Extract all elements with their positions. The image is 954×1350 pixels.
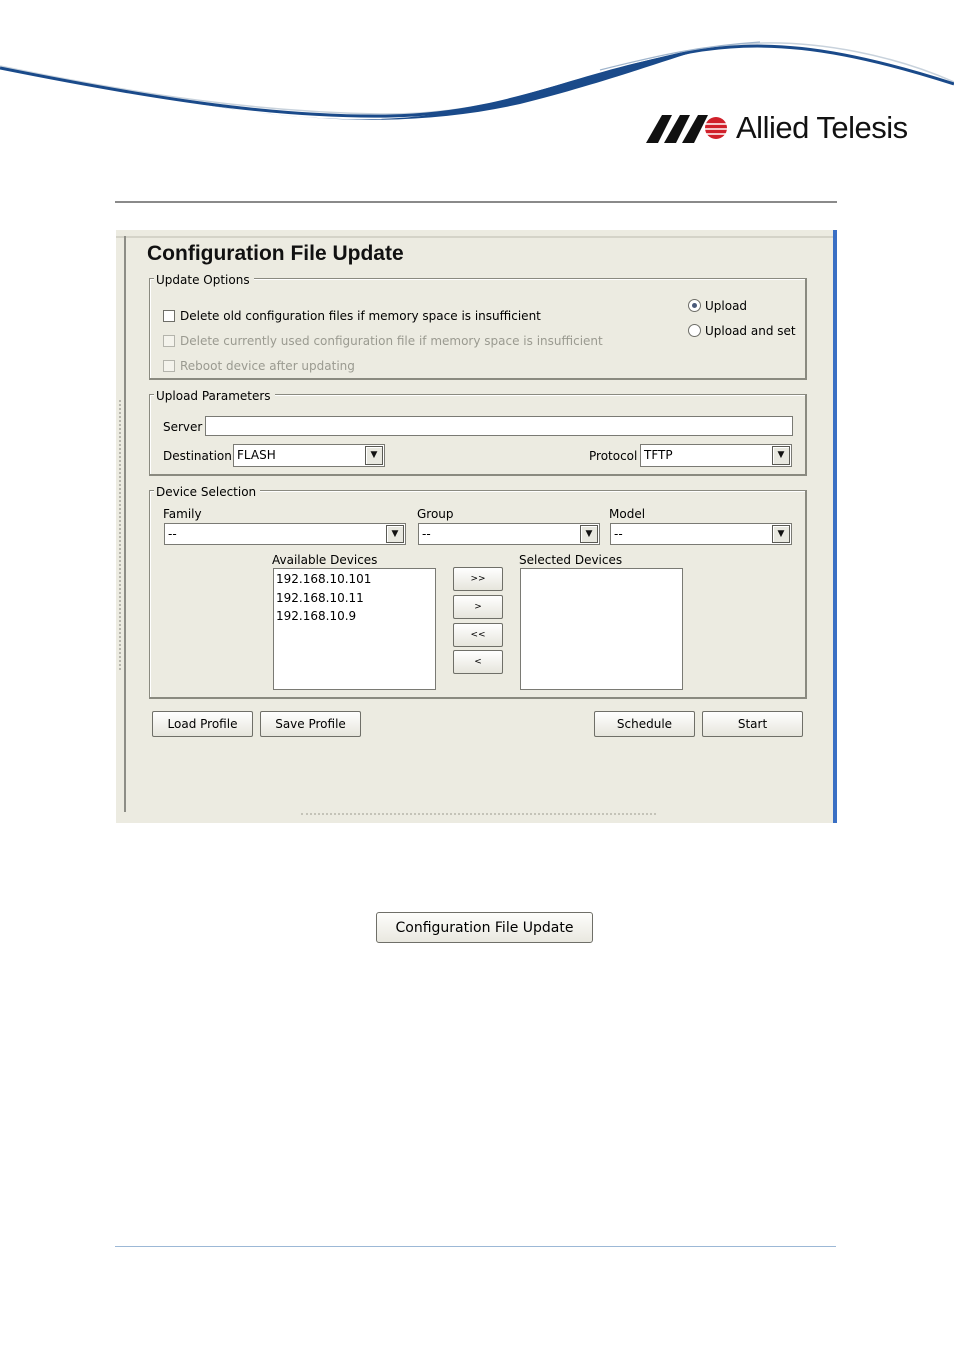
selected-devices-list[interactable] — [520, 568, 683, 690]
chevron-down-icon[interactable]: ▼ — [386, 525, 404, 543]
group-label: Group — [417, 507, 454, 521]
upload-parameters-group — [149, 389, 807, 476]
model-label: Model — [609, 507, 646, 521]
load-profile-button[interactable]: Load Profile — [152, 711, 253, 737]
list-item[interactable]: 192.168.10.9 — [276, 609, 357, 623]
logo-mark-icon — [646, 113, 728, 143]
group-select[interactable] — [418, 523, 600, 545]
upload-and-set-radio[interactable] — [688, 324, 701, 337]
allied-telesis-logo — [646, 108, 908, 148]
list-item[interactable]: 192.168.10.101 — [276, 572, 372, 586]
available-devices-label: Available Devices — [272, 553, 378, 567]
family-value: -- — [168, 527, 177, 541]
chevron-down-icon[interactable]: ▼ — [580, 525, 598, 543]
server-input[interactable] — [205, 416, 793, 436]
logo-text: Allied Telesis — [736, 110, 908, 145]
update-options-group — [149, 273, 807, 380]
add-all-button[interactable]: >> — [453, 567, 503, 591]
start-button[interactable]: Start — [702, 711, 803, 737]
reboot-after-update-checkbox — [163, 360, 175, 372]
splitter-grip[interactable] — [119, 400, 121, 670]
destination-select[interactable] — [233, 444, 385, 467]
server-label: Server — [163, 420, 203, 434]
remove-button[interactable]: < — [453, 650, 503, 674]
bottom-divider — [115, 1246, 836, 1247]
chevron-down-icon[interactable]: ▼ — [772, 525, 790, 543]
device-selection-group — [149, 485, 807, 699]
window-title: Configuration File Update — [147, 242, 404, 265]
delete-current-config-label: Delete currently used configuration file if memory space is insufficient — [180, 334, 603, 348]
chevron-down-icon[interactable]: ▼ — [772, 446, 790, 465]
upload-radio[interactable] — [688, 299, 701, 312]
family-label: Family — [163, 507, 202, 521]
save-profile-button[interactable]: Save Profile — [260, 711, 361, 737]
add-button[interactable]: > — [453, 595, 503, 619]
delete-old-config-checkbox[interactable] — [163, 310, 175, 322]
device-selection-legend: Device Selection — [154, 485, 260, 499]
destination-value: FLASH — [237, 448, 276, 462]
protocol-label: Protocol — [589, 449, 638, 463]
chevron-down-icon[interactable]: ▼ — [365, 446, 383, 465]
upload-parameters-legend: Upload Parameters — [154, 389, 275, 403]
upload-and-set-radio-label: Upload and set — [705, 324, 796, 338]
delete-old-config-label: Delete old configuration files if memory space is insufficient — [180, 309, 541, 323]
destination-label: Destination — [163, 449, 232, 463]
delete-current-config-checkbox — [163, 335, 175, 347]
upload-radio-label: Upload — [705, 299, 748, 313]
model-select[interactable] — [610, 523, 792, 545]
family-select[interactable] — [164, 523, 406, 545]
protocol-value: TFTP — [644, 448, 673, 462]
config-file-update-window — [116, 230, 837, 823]
selected-devices-label: Selected Devices — [519, 553, 623, 567]
update-options-legend: Update Options — [154, 273, 254, 287]
available-devices-list[interactable] — [273, 568, 436, 690]
reboot-after-update-label: Reboot device after updating — [180, 359, 355, 373]
group-value: -- — [422, 527, 431, 541]
model-value: -- — [614, 527, 623, 541]
window-left-edge — [124, 236, 126, 812]
configuration-file-update-button[interactable]: Configuration File Update — [376, 912, 593, 943]
schedule-button[interactable]: Schedule — [594, 711, 695, 737]
top-divider — [115, 201, 837, 203]
window-top-edge — [116, 236, 833, 238]
remove-all-button[interactable]: << — [453, 623, 503, 647]
protocol-select[interactable] — [640, 444, 792, 467]
resize-grip[interactable] — [301, 813, 656, 815]
list-item[interactable]: 192.168.10.11 — [276, 590, 364, 605]
